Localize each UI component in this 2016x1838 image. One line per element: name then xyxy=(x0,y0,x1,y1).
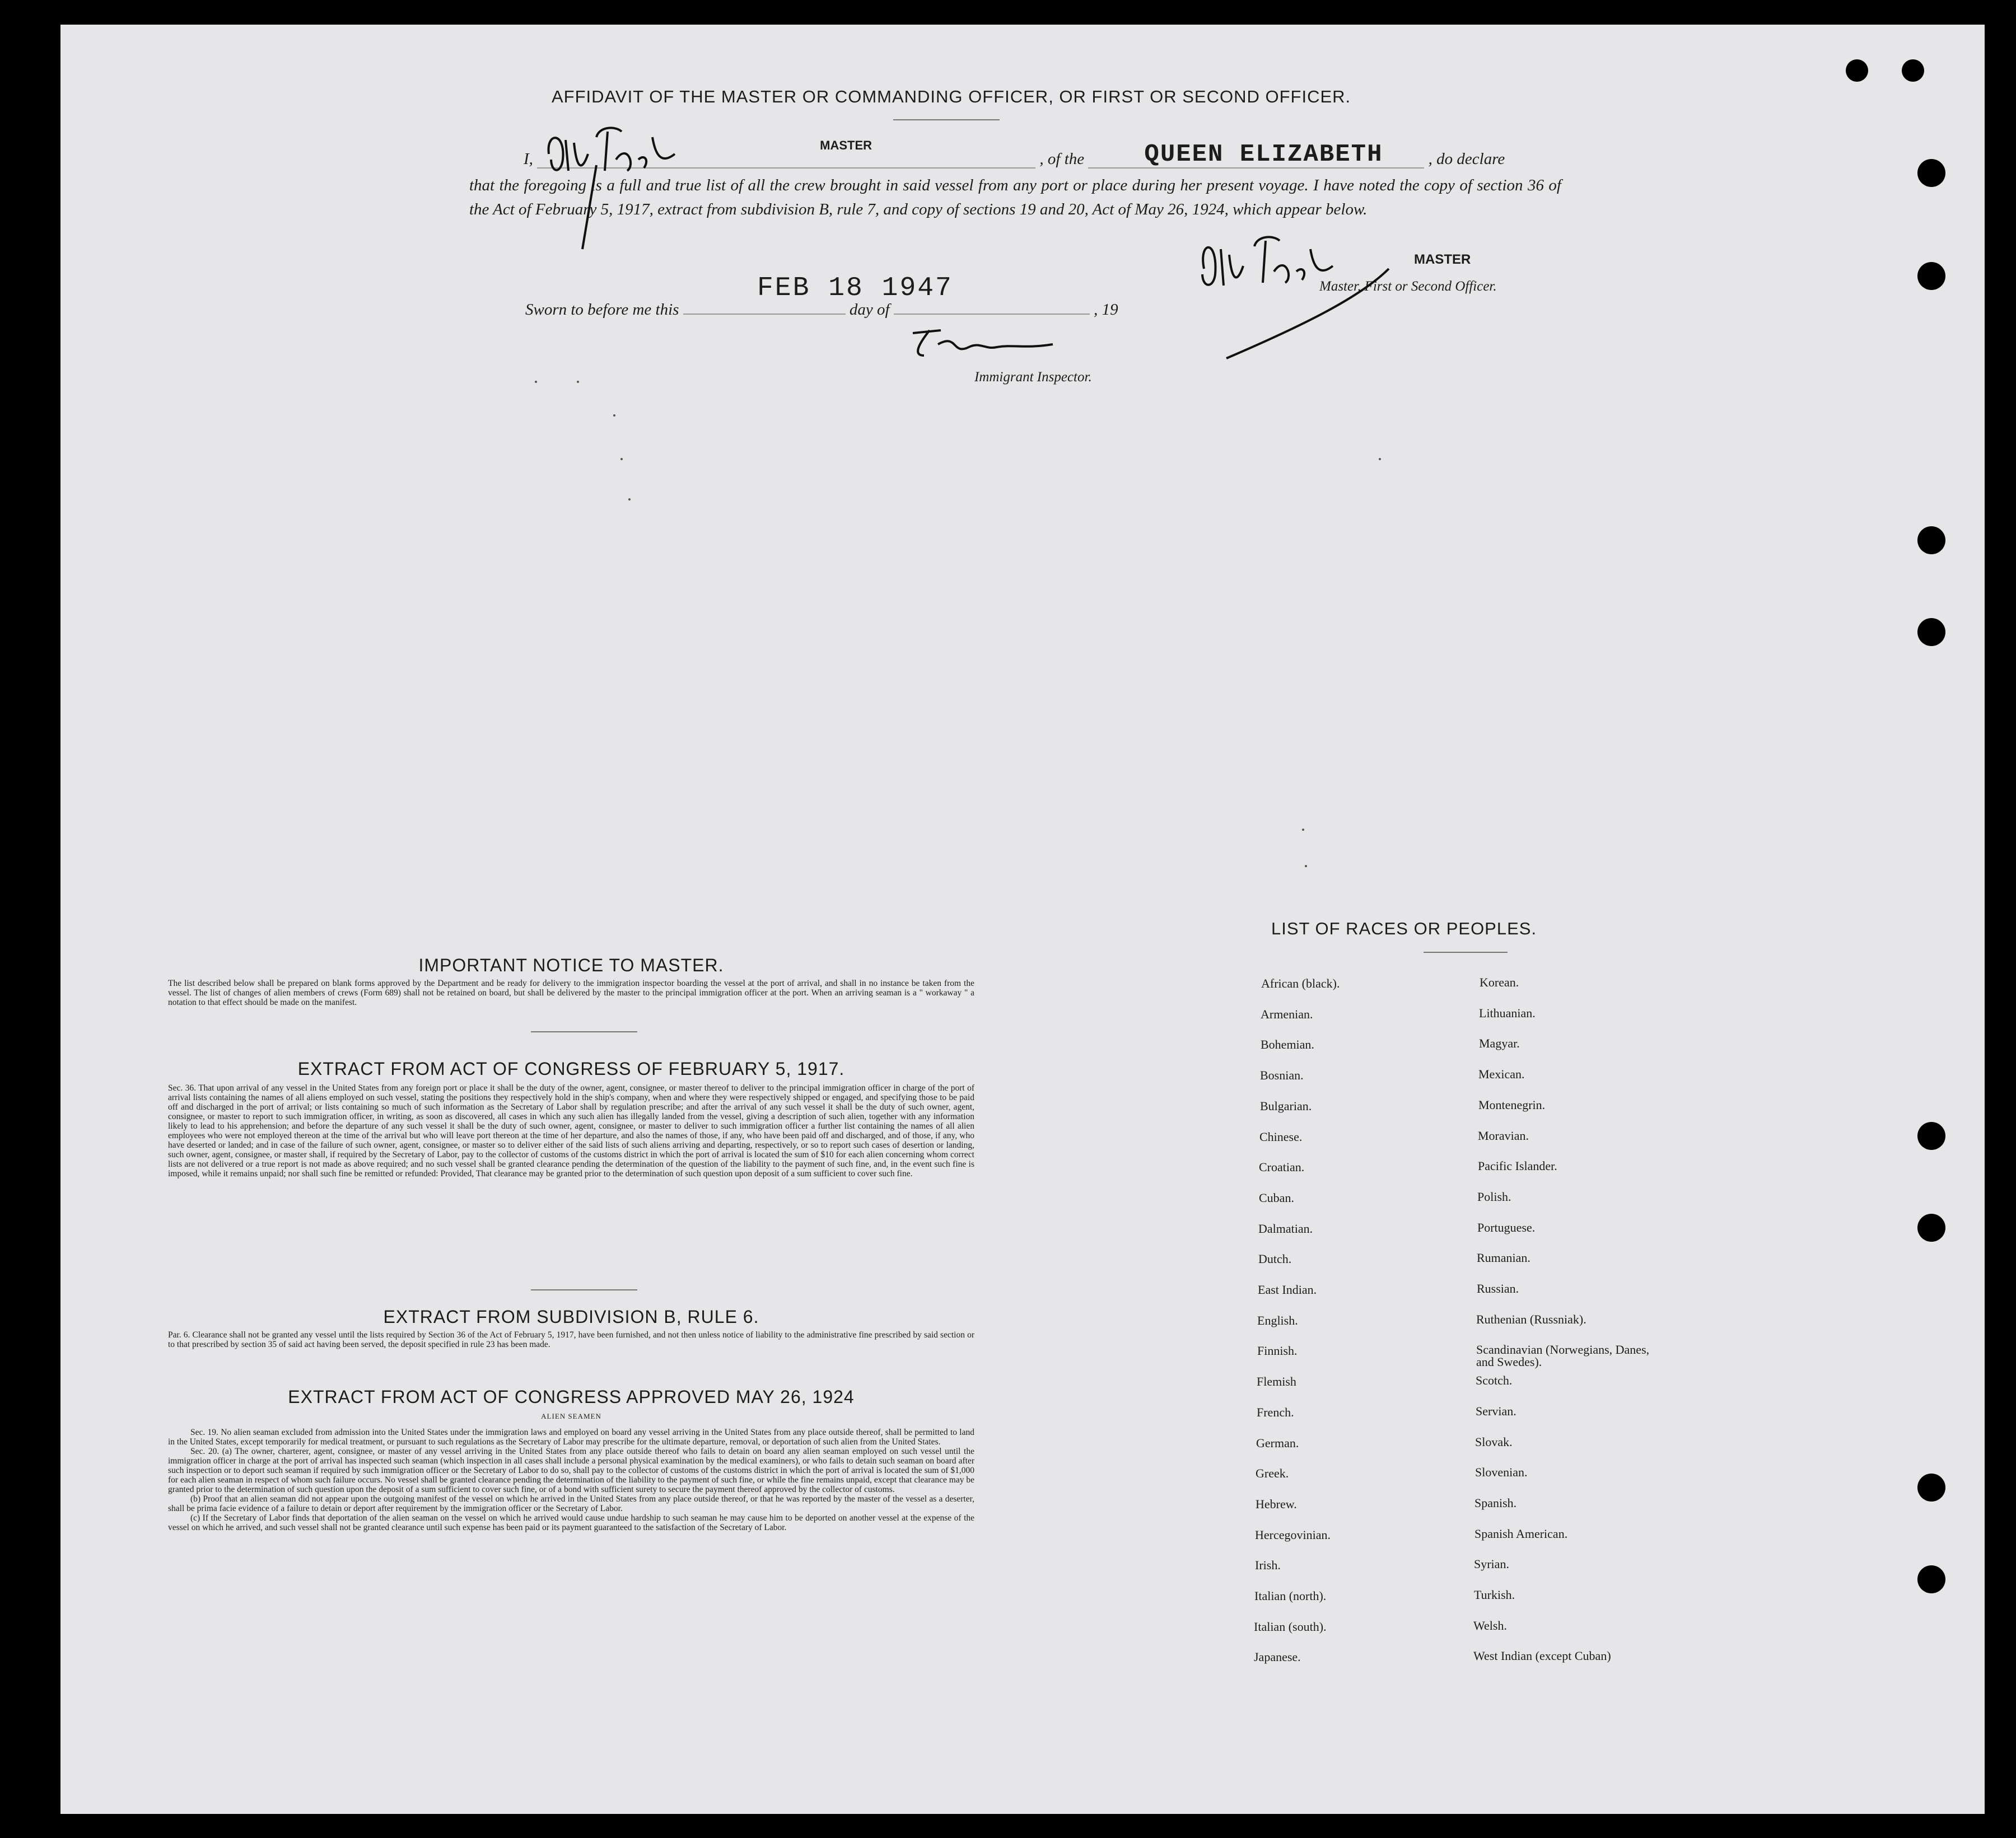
notice-text: The list described below shall be prepared on blank forms approved by the Department and be ready for delivery to the immigration inspector boarding the vessel at the port of arrival, and shall in no instance be taken from the vessel. The list of changes of alien members of crews (Form 689) shall not be retained on board, but shall be delivered by the master to the principal immigration officer at the port. When an arriving seaman is a " workaway " a notation to that effect should be made on the manifest. xyxy=(168,979,974,1007)
speck xyxy=(613,414,615,417)
speck xyxy=(628,498,631,501)
master-signature xyxy=(543,120,711,255)
race-item: Armenian. xyxy=(1261,1007,1313,1021)
race-item: East Indian. xyxy=(1258,1283,1317,1297)
affidavit-title: AFFIDAVIT OF THE MASTER OR COMMANDING OFFICER, OR FIRST OR SECOND OFFICER. xyxy=(552,87,1351,106)
speck xyxy=(1379,458,1381,460)
sworn-prefix: Sworn to before me this xyxy=(525,301,679,319)
speck xyxy=(577,381,579,383)
section-20b-text: (b) Proof that an alien seaman did not appear upon the outgoing manifest of the vessel on which he arrived in the United States from any place outside thereof, or that he was reported by the master of the vessel as a deserter, shall be prima facie evidence of a failure to detain or deport after requirement by the immigration officer or the Secretary of Labor. xyxy=(168,1494,974,1513)
rule-6-title: EXTRACT FROM SUBDIVISION B, RULE 6. xyxy=(383,1307,759,1327)
speck xyxy=(1302,829,1304,831)
extract-1924-subtitle: ALIEN SEAMEN xyxy=(541,1412,601,1420)
races-title: LIST OF RACES OR PEOPLES. xyxy=(1271,919,1537,938)
race-item: Lithuanian. xyxy=(1479,1006,1536,1020)
affidavit-body: that the foregoing is a full and true list of all the crew brought in said vessel from any port or place during her present voyage. I have noted the copy of section 36 of the Act of February 5, 1917, extract from subdivision B, rule 7, and copy of sections 19 and 20, Act of May 26, 1924, which appear below. xyxy=(469,176,1561,218)
year-prefix: , 19 xyxy=(1094,301,1118,319)
race-item: Ruthenian (Russniak). xyxy=(1476,1312,1586,1326)
date-stamp: FEB 18 1947 xyxy=(757,273,953,303)
race-item: Mexican. xyxy=(1478,1067,1525,1081)
race-item: Bosnian. xyxy=(1260,1068,1304,1082)
race-item: Hebrew. xyxy=(1256,1497,1297,1511)
inspector-signature xyxy=(907,322,1064,367)
extract-1917-text: Sec. 36. That upon arrival of any vessel in the United States from any foreign port or place it shall be the duty of the owner, agent, consignee, or master thereof to deliver to the principal immigration officer in charge of the port of arrival lists containing the names of all aliens employed on such vessel, stating the positions they respectively hold in the ship's company, when and where they were respectively shipped or engaged, and specifying those to be paid off and discharged in the port of arrival; or lists containing so much of such information as the Secretary of Labor shall by regulation prescribe; and after the arrival of any such vessel it shall be the duty of such owner, agent, consignee, or master to report to such immigration officer, in writing, as soon as discovered, all cases in which any such alien has illegally landed from the vessel, giving a description of such alien, together with any information likely to lead to his apprehension; and before the departure of any such vessel it shall be the duty of such owner, agent, consignee, or master to deliver to such immigration officer a further list containing the names of all alien employees who were not employed thereon at the time of the arrival but who will leave port thereon at the time of her departure, and also the names of those, if any, who have been paid off and discharged, and of those, if any, who have deserted or landed; and in case of the failure of such owner, agent, consignee, or master so to deliver either of the said lists of such aliens arriving and departing, respectively, or so to report such cases of desertion or landing, such owner, agent, consignee, or master shall, if required by the Secretary of Labor, pay to the collector of customs of the customs district in which the port of arrival is located the sum of $10 for each alien concerning whom correct lists are not delivered or a true report is not made as above required; and no such vessel shall be granted clearance pending the determination of the question of the liability to the payment of such fine, and, in the event such fine is imposed, while it remains unpaid; nor shall such fine be remitted or refunded: Provided, That clearance may be granted prior to the determination of such question upon deposit of a sum sufficient to cover such fine. xyxy=(168,1083,974,1178)
race-item: German. xyxy=(1256,1436,1299,1450)
section-20c-text: (c) If the Secretary of Labor finds that deportation of the alien seaman on the vessel on which he arrived would cause undue hardship to such seaman he may cause him to be deported on another vessel at the expense of the vessel on which he arrived, and such vessel shall not be granted clearance until such expense has been paid or its payment guaranteed to the satisfaction of the Secretary of Labor. xyxy=(168,1513,974,1532)
extract-1924-title: EXTRACT FROM ACT OF CONGRESS APPROVED MAY 26, 1924 xyxy=(288,1387,855,1407)
race-item: Moravian. xyxy=(1478,1129,1529,1143)
day-of-label: day of xyxy=(849,301,890,319)
race-item: French. xyxy=(1257,1405,1294,1419)
race-item: Greek. xyxy=(1256,1466,1289,1480)
race-item: Pacific Islander. xyxy=(1478,1159,1557,1173)
race-item: Japanese. xyxy=(1254,1650,1301,1664)
signer-label: Master, First or Second Officer. xyxy=(1319,279,1497,294)
title-divider xyxy=(893,119,1000,120)
declarant-prefix: I, xyxy=(524,150,533,168)
race-item: Bulgarian. xyxy=(1260,1099,1312,1113)
race-item: Scotch. xyxy=(1476,1373,1513,1387)
punch-hole xyxy=(1917,159,1945,187)
race-item: English. xyxy=(1257,1313,1298,1327)
notice-title: IMPORTANT NOTICE TO MASTER. xyxy=(418,955,724,975)
do-declare-label: , do declare xyxy=(1428,150,1505,168)
race-item: Welsh. xyxy=(1473,1619,1507,1633)
rule-6-text: Par. 6. Clearance shall not be granted any vessel until the lists required by Section 36 of the Act of February 5, 1917, have been furnished, and not then unless notice of liability to the administrative fine prescribed by said section or to that prescribed by section 35 of said act having been served, the deposit specified in rule 23 has been made. xyxy=(168,1330,974,1349)
race-item: Chinese. xyxy=(1259,1130,1303,1144)
race-item: Syrian. xyxy=(1474,1557,1509,1571)
race-item: Spanish. xyxy=(1474,1496,1517,1510)
section-19-text: Sec. 19. No alien seaman excluded from admission into the United States under the immigration laws and employed on board any vessel arriving in the United States from any place outside thereof, shall be permitted to land in the United States, except temporarily for medical treatment, or pursuant to such regulations as the Secretary of Labor may prescribe for the ultimate departure, removal, or deportation of such alien from the United States. xyxy=(168,1428,974,1447)
extract-1924-text xyxy=(168,1428,974,1532)
document-page xyxy=(60,25,1985,1814)
punch-hole xyxy=(1846,59,1868,82)
race-item: Irish. xyxy=(1255,1558,1281,1572)
officer-signature xyxy=(1193,230,1394,364)
race-item: Dutch. xyxy=(1258,1252,1292,1266)
punch-hole xyxy=(1917,526,1945,554)
race-item: West Indian (except Cuban) xyxy=(1473,1649,1611,1663)
race-item: Magyar. xyxy=(1479,1036,1520,1050)
punch-hole xyxy=(1917,618,1945,646)
race-item: Spanish American. xyxy=(1474,1527,1568,1541)
punch-hole xyxy=(1917,1474,1945,1502)
race-item: Scandinavian (Norwegians, Danes, and Swedes). xyxy=(1476,1343,1650,1369)
vessel-name: QUEEN ELIZABETH xyxy=(1144,141,1383,169)
race-item: Finnish. xyxy=(1257,1344,1298,1358)
speck xyxy=(1305,865,1307,867)
race-item: African (black). xyxy=(1261,976,1340,990)
race-item: Slovak. xyxy=(1475,1435,1513,1449)
extract-1917-title: EXTRACT FROM ACT OF CONGRESS OF FEBRUARY 5, 1917. xyxy=(297,1059,845,1079)
race-item: Hercegovinian. xyxy=(1255,1528,1331,1542)
race-item: Rumanian. xyxy=(1477,1251,1530,1265)
vessel-name-field xyxy=(1088,141,1424,169)
of-the-label: , of the xyxy=(1039,150,1085,168)
signer-master-stamp: MASTER xyxy=(1414,252,1471,267)
notice-divider xyxy=(531,1031,637,1032)
race-item: Montenegrin. xyxy=(1478,1098,1546,1112)
race-item: Bohemian. xyxy=(1261,1037,1314,1051)
race-item: Servian. xyxy=(1476,1404,1516,1418)
speck xyxy=(620,458,623,460)
race-item: Flemish xyxy=(1257,1374,1296,1388)
race-item: Italian (north). xyxy=(1254,1589,1327,1603)
inspector-label: Immigrant Inspector. xyxy=(974,370,1092,385)
master-stamp: MASTER xyxy=(820,138,872,152)
race-item: Cuban. xyxy=(1259,1191,1294,1205)
punch-hole xyxy=(1917,1122,1945,1150)
punch-hole xyxy=(1902,59,1924,82)
race-item: Italian (south). xyxy=(1254,1620,1327,1634)
race-item: Slovenian. xyxy=(1475,1465,1528,1479)
punch-hole xyxy=(1917,1565,1945,1593)
race-item: Polish. xyxy=(1477,1190,1511,1204)
section-20a-text: Sec. 20. (a) The owner, charterer, agent, consignee, or master of any vessel arriving in the United States from any place outside thereof who fails to detain on board any alien seaman employed on such vessel until the immigration officer in charge at the port of arrival has inspected such seaman (which inspection in all cases shall include a personal physical examination by the medical examiners), or who fails to detain such seaman on board after such inspection or to deport such seaman if required by such immigration officer or the Secretary of Labor to do so, shall pay to the collector of customs of the customs district in which the port of arrival is located the sum of $1,000 for each alien seaman in respect of whom such failure occurs. No vessel shall be granted clearance pending the determination of the liability to the payment of such fine, or while the fine remains unpaid, except that clearance may be granted prior to the determination of such question upon the deposit of a sum sufficient to cover such fine, or of a bond with sufficient surety to secure the payment thereof approved by the collector of customs. xyxy=(168,1447,974,1494)
race-item: Russian. xyxy=(1477,1282,1519,1296)
race-item: Dalmatian. xyxy=(1258,1222,1313,1236)
extract-1917-divider xyxy=(531,1289,637,1290)
punch-hole xyxy=(1917,262,1945,290)
race-item: Croatian. xyxy=(1259,1160,1305,1174)
speck xyxy=(535,381,537,383)
races-divider xyxy=(1424,952,1508,953)
race-item: Korean. xyxy=(1480,975,1519,989)
race-item: Portuguese. xyxy=(1477,1220,1536,1234)
punch-hole xyxy=(1917,1214,1945,1242)
race-item: Turkish. xyxy=(1474,1588,1515,1602)
